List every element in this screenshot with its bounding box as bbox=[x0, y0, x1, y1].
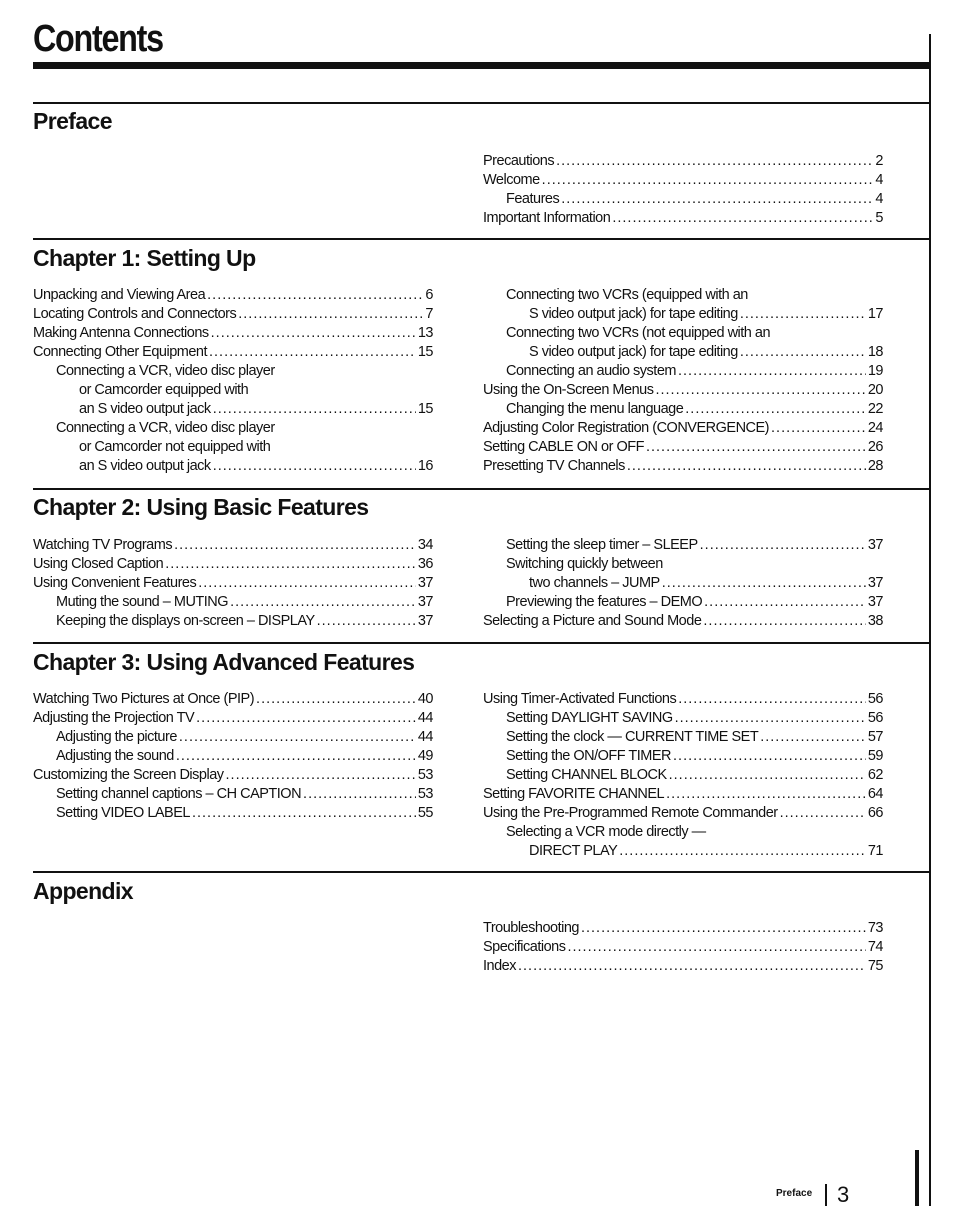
toc-entry bbox=[483, 536, 883, 555]
toc-entry-page: 74 bbox=[867, 939, 883, 955]
toc-entry-page: 37 bbox=[417, 594, 433, 610]
dot-leader bbox=[704, 593, 866, 612]
section-divider bbox=[33, 238, 929, 240]
footer-divider bbox=[825, 1184, 827, 1206]
dot-leader bbox=[179, 728, 416, 747]
toc-entry bbox=[33, 362, 433, 381]
dot-leader bbox=[192, 804, 416, 823]
toc-entry-label: Watching TV Programs bbox=[33, 537, 173, 553]
right-margin-rule bbox=[929, 34, 931, 1206]
toc-entry-page: 26 bbox=[867, 439, 883, 455]
toc-entry-label: Setting DAYLIGHT SAVING bbox=[506, 710, 673, 726]
toc-entry-label: Making Antenna Connections bbox=[33, 325, 209, 341]
toc-entry-page: 24 bbox=[867, 420, 883, 436]
toc-entry-label: Connecting Other Equipment bbox=[33, 344, 207, 360]
toc-entry bbox=[483, 190, 883, 209]
toc-entry bbox=[33, 574, 433, 593]
section-heading-chapter-1: Chapter 1: Setting Up bbox=[33, 245, 256, 271]
section-heading-chapter-2: Chapter 2: Using Basic Features bbox=[33, 494, 369, 520]
dot-leader bbox=[673, 747, 866, 766]
toc-entry bbox=[33, 536, 433, 555]
toc-entry-label: Adjusting the Projection TV bbox=[33, 710, 195, 726]
section-heading-preface: Preface bbox=[33, 108, 112, 134]
toc-entry bbox=[483, 400, 883, 419]
toc-entry-page: 19 bbox=[867, 363, 883, 379]
toc-entry bbox=[33, 709, 433, 728]
dot-leader bbox=[612, 209, 873, 228]
section-divider bbox=[33, 871, 929, 873]
toc-entry-label: Connecting a VCR, video disc player bbox=[56, 420, 275, 436]
toc-entry-label: an S video output jack bbox=[79, 458, 211, 474]
dot-leader bbox=[655, 381, 865, 400]
toc-entry bbox=[483, 438, 883, 457]
toc-entry-label: Switching quickly between bbox=[506, 556, 663, 572]
toc-entry bbox=[33, 555, 433, 574]
toc-entry-label: an S video output jack bbox=[79, 401, 211, 417]
toc-entry bbox=[483, 728, 883, 747]
toc-entry-label: Setting FAVORITE CHANNEL bbox=[483, 786, 665, 802]
toc-entry-page: 37 bbox=[417, 575, 433, 591]
title-rule bbox=[33, 62, 931, 69]
dot-leader bbox=[646, 438, 866, 457]
toc-entry bbox=[483, 919, 883, 938]
toc-entry bbox=[33, 305, 433, 324]
toc-entry-page: 36 bbox=[417, 556, 433, 572]
toc-entry-page: 38 bbox=[867, 613, 883, 629]
toc-entry bbox=[483, 747, 883, 766]
dot-leader bbox=[198, 574, 416, 593]
toc-entry-page: 15 bbox=[417, 344, 433, 360]
dot-leader bbox=[226, 766, 416, 785]
toc-entry bbox=[483, 343, 883, 362]
toc-entry bbox=[33, 438, 433, 457]
section-divider bbox=[33, 102, 929, 104]
toc-entry-label: Locating Controls and Connectors bbox=[33, 306, 237, 322]
toc-entry-label: S video output jack) for tape editing bbox=[529, 344, 738, 360]
toc-entry-page: 44 bbox=[417, 710, 433, 726]
dot-leader bbox=[619, 842, 866, 861]
dot-leader bbox=[207, 286, 423, 305]
section-heading-appendix: Appendix bbox=[33, 878, 133, 904]
toc-entry-label: Customizing the Screen Display bbox=[33, 767, 224, 783]
toc-entry-page: 13 bbox=[417, 325, 433, 341]
toc-entry-page: 59 bbox=[867, 748, 883, 764]
toc-entry bbox=[483, 152, 883, 171]
toc-entry-label: Setting channel captions – CH CAPTION bbox=[56, 786, 302, 802]
toc-entry-page: 37 bbox=[867, 575, 883, 591]
toc-entry-label: DIRECT PLAY bbox=[529, 843, 618, 859]
toc-entry bbox=[483, 823, 883, 842]
toc-entry-page: 55 bbox=[417, 805, 433, 821]
toc-entry bbox=[483, 785, 883, 804]
toc-entry-page: 75 bbox=[867, 958, 883, 974]
dot-leader bbox=[678, 690, 866, 709]
toc-column bbox=[483, 152, 883, 228]
toc-entry bbox=[33, 612, 433, 631]
toc-entry-label: Setting CHANNEL BLOCK bbox=[506, 767, 667, 783]
toc-entry bbox=[483, 209, 883, 228]
toc-entry-page: 71 bbox=[867, 843, 883, 859]
toc-entry bbox=[483, 286, 883, 305]
toc-entry bbox=[483, 555, 883, 574]
dot-leader bbox=[760, 728, 866, 747]
toc-entry-page: 22 bbox=[867, 401, 883, 417]
dot-leader bbox=[627, 457, 866, 476]
toc-entry-page: 28 bbox=[867, 458, 883, 474]
toc-entry bbox=[33, 747, 433, 766]
dot-leader bbox=[740, 305, 866, 324]
toc-entry bbox=[483, 938, 883, 957]
toc-entry-label: Connecting an audio system bbox=[506, 363, 676, 379]
toc-entry-page: 34 bbox=[417, 537, 433, 553]
toc-entry-page: 56 bbox=[867, 710, 883, 726]
toc-entry-label: Setting the sleep timer – SLEEP bbox=[506, 537, 698, 553]
toc-entry bbox=[483, 171, 883, 190]
section-divider bbox=[33, 642, 929, 644]
toc-entry bbox=[33, 400, 433, 419]
toc-entry-page: 15 bbox=[417, 401, 433, 417]
dot-leader bbox=[518, 957, 866, 976]
section-divider bbox=[33, 488, 929, 490]
toc-entry-page: 53 bbox=[417, 767, 433, 783]
toc-entry bbox=[483, 457, 883, 476]
toc-entry-label: Previewing the features – DEMO bbox=[506, 594, 703, 610]
toc-column bbox=[483, 690, 883, 861]
toc-entry-page: 56 bbox=[867, 691, 883, 707]
dot-leader bbox=[165, 555, 416, 574]
toc-entry bbox=[33, 785, 433, 804]
toc-entry-label: or Camcorder equipped with bbox=[79, 382, 249, 398]
toc-entry-label: Index bbox=[483, 958, 516, 974]
toc-entry-page: 66 bbox=[867, 805, 883, 821]
toc-entry-label: Presetting TV Channels bbox=[483, 458, 625, 474]
toc-entry-page: 49 bbox=[417, 748, 433, 764]
toc-entry-label: S video output jack) for tape editing bbox=[529, 306, 738, 322]
toc-entry-label: Welcome bbox=[483, 172, 540, 188]
toc-entry-page: 4 bbox=[875, 191, 883, 207]
toc-entry bbox=[33, 690, 433, 709]
toc-entry-label: Connecting two VCRs (not equipped with an bbox=[506, 325, 771, 341]
dot-leader bbox=[666, 785, 866, 804]
toc-entry-page: 64 bbox=[867, 786, 883, 802]
toc-entry bbox=[33, 381, 433, 400]
dot-leader bbox=[567, 938, 865, 957]
toc-entry-label: Watching Two Pictures at Once (PIP) bbox=[33, 691, 255, 707]
dot-leader bbox=[542, 171, 874, 190]
toc-column bbox=[483, 286, 883, 476]
toc-entry bbox=[483, 574, 883, 593]
toc-entry-page: 4 bbox=[875, 172, 883, 188]
dot-leader bbox=[669, 766, 866, 785]
toc-entry bbox=[483, 381, 883, 400]
toc-entry bbox=[33, 324, 433, 343]
dot-leader bbox=[211, 324, 416, 343]
toc-entry-label: Specifications bbox=[483, 939, 566, 955]
toc-entry-label: Setting VIDEO LABEL bbox=[56, 805, 190, 821]
toc-entry bbox=[483, 709, 883, 728]
toc-entry bbox=[483, 419, 883, 438]
toc-entry-page: 37 bbox=[417, 613, 433, 629]
toc-entry-label: two channels – JUMP bbox=[529, 575, 660, 591]
toc-column bbox=[33, 690, 433, 823]
dot-leader bbox=[174, 536, 416, 555]
section-heading-chapter-3: Chapter 3: Using Advanced Features bbox=[33, 649, 415, 675]
dot-leader bbox=[685, 400, 866, 419]
toc-entry-label: Connecting a VCR, video disc player bbox=[56, 363, 275, 379]
toc-column bbox=[483, 536, 883, 631]
toc-entry-label: Using Convenient Features bbox=[33, 575, 197, 591]
toc-entry-page: 57 bbox=[867, 729, 883, 745]
dot-leader bbox=[561, 190, 873, 209]
toc-entry-label: Selecting a Picture and Sound Mode bbox=[483, 613, 702, 629]
page-title: Contents bbox=[33, 18, 163, 60]
toc-entry bbox=[483, 842, 883, 861]
dot-leader bbox=[176, 747, 416, 766]
toc-entry-page: 44 bbox=[417, 729, 433, 745]
toc-entry-page: 62 bbox=[867, 767, 883, 783]
toc-entry-label: Unpacking and Viewing Area bbox=[33, 287, 206, 303]
dot-leader bbox=[556, 152, 873, 171]
toc-entry-page: 17 bbox=[867, 306, 883, 322]
toc-entry-label: Using the Pre-Programmed Remote Commander bbox=[483, 805, 778, 821]
toc-entry-label: Using Timer-Activated Functions bbox=[483, 691, 677, 707]
dot-leader bbox=[780, 804, 866, 823]
dot-leader bbox=[703, 612, 865, 631]
dot-leader bbox=[771, 419, 866, 438]
toc-entry-page: 20 bbox=[867, 382, 883, 398]
dot-leader bbox=[196, 709, 416, 728]
toc-entry bbox=[33, 286, 433, 305]
toc-entry-label: Adjusting the sound bbox=[56, 748, 174, 764]
dot-leader bbox=[700, 536, 866, 555]
toc-entry bbox=[483, 766, 883, 785]
dot-leader bbox=[303, 785, 416, 804]
toc-entry-label: Adjusting the picture bbox=[56, 729, 177, 745]
toc-entry-label: or Camcorder not equipped with bbox=[79, 439, 271, 455]
toc-entry-page: 16 bbox=[417, 458, 433, 474]
toc-entry-label: Changing the menu language bbox=[506, 401, 684, 417]
dot-leader bbox=[740, 343, 866, 362]
toc-entry-page: 53 bbox=[417, 786, 433, 802]
toc-entry bbox=[33, 343, 433, 362]
dot-leader bbox=[238, 305, 423, 324]
toc-column bbox=[33, 286, 433, 476]
toc-entry-page: 37 bbox=[867, 594, 883, 610]
dot-leader bbox=[213, 457, 416, 476]
dot-leader bbox=[581, 919, 866, 938]
toc-entry bbox=[483, 305, 883, 324]
toc-entry-label: Features bbox=[506, 191, 560, 207]
toc-column bbox=[483, 919, 883, 976]
toc-entry-page: 5 bbox=[875, 210, 883, 226]
toc-entry-label: Adjusting Color Registration (CONVERGENCE) bbox=[483, 420, 770, 436]
toc-entry-label: Muting the sound – MUTING bbox=[56, 594, 229, 610]
toc-entry bbox=[33, 728, 433, 747]
toc-entry-label: Using Closed Caption bbox=[33, 556, 164, 572]
dot-leader bbox=[678, 362, 866, 381]
toc-entry-page: 7 bbox=[425, 306, 433, 322]
toc-entry bbox=[483, 957, 883, 976]
toc-entry-page: 2 bbox=[875, 153, 883, 169]
toc-entry-page: 18 bbox=[867, 344, 883, 360]
dot-leader bbox=[662, 574, 866, 593]
toc-entry-label: Important Information bbox=[483, 210, 611, 226]
dot-leader bbox=[209, 343, 416, 362]
toc-entry bbox=[483, 612, 883, 631]
toc-entry-label: Setting CABLE ON or OFF bbox=[483, 439, 644, 455]
toc-entry-label: Setting the ON/OFF TIMER bbox=[506, 748, 672, 764]
toc-entry-label: Connecting two VCRs (equipped with an bbox=[506, 287, 748, 303]
toc-entry bbox=[483, 362, 883, 381]
dot-leader bbox=[213, 400, 416, 419]
toc-entry bbox=[33, 593, 433, 612]
toc-entry-page: 37 bbox=[867, 537, 883, 553]
dot-leader bbox=[230, 593, 416, 612]
toc-entry-label: Setting the clock — CURRENT TIME SET bbox=[506, 729, 759, 745]
toc-entry-page: 40 bbox=[417, 691, 433, 707]
edge-mark bbox=[915, 1150, 919, 1206]
toc-entry-label: Keeping the displays on-screen – DISPLAY bbox=[56, 613, 315, 629]
toc-entry-label: Selecting a VCR mode directly — bbox=[506, 824, 706, 840]
toc-entry bbox=[483, 804, 883, 823]
page-number: 3 bbox=[837, 1182, 850, 1207]
toc-entry-label: Using the On-Screen Menus bbox=[483, 382, 654, 398]
toc-entry bbox=[33, 419, 433, 438]
dot-leader bbox=[675, 709, 866, 728]
toc-entry bbox=[483, 593, 883, 612]
toc-entry bbox=[33, 457, 433, 476]
dot-leader bbox=[317, 612, 416, 631]
dot-leader bbox=[256, 690, 416, 709]
toc-entry-label: Precautions bbox=[483, 153, 555, 169]
toc-entry-page: 6 bbox=[425, 287, 433, 303]
toc-entry bbox=[483, 324, 883, 343]
toc-entry bbox=[33, 804, 433, 823]
toc-entry bbox=[33, 766, 433, 785]
footer-section-label: Preface bbox=[776, 1188, 813, 1199]
toc-column bbox=[33, 536, 433, 631]
toc-entry-label: Troubleshooting bbox=[483, 920, 579, 936]
toc-entry-page: 73 bbox=[867, 920, 883, 936]
toc-entry bbox=[483, 690, 883, 709]
